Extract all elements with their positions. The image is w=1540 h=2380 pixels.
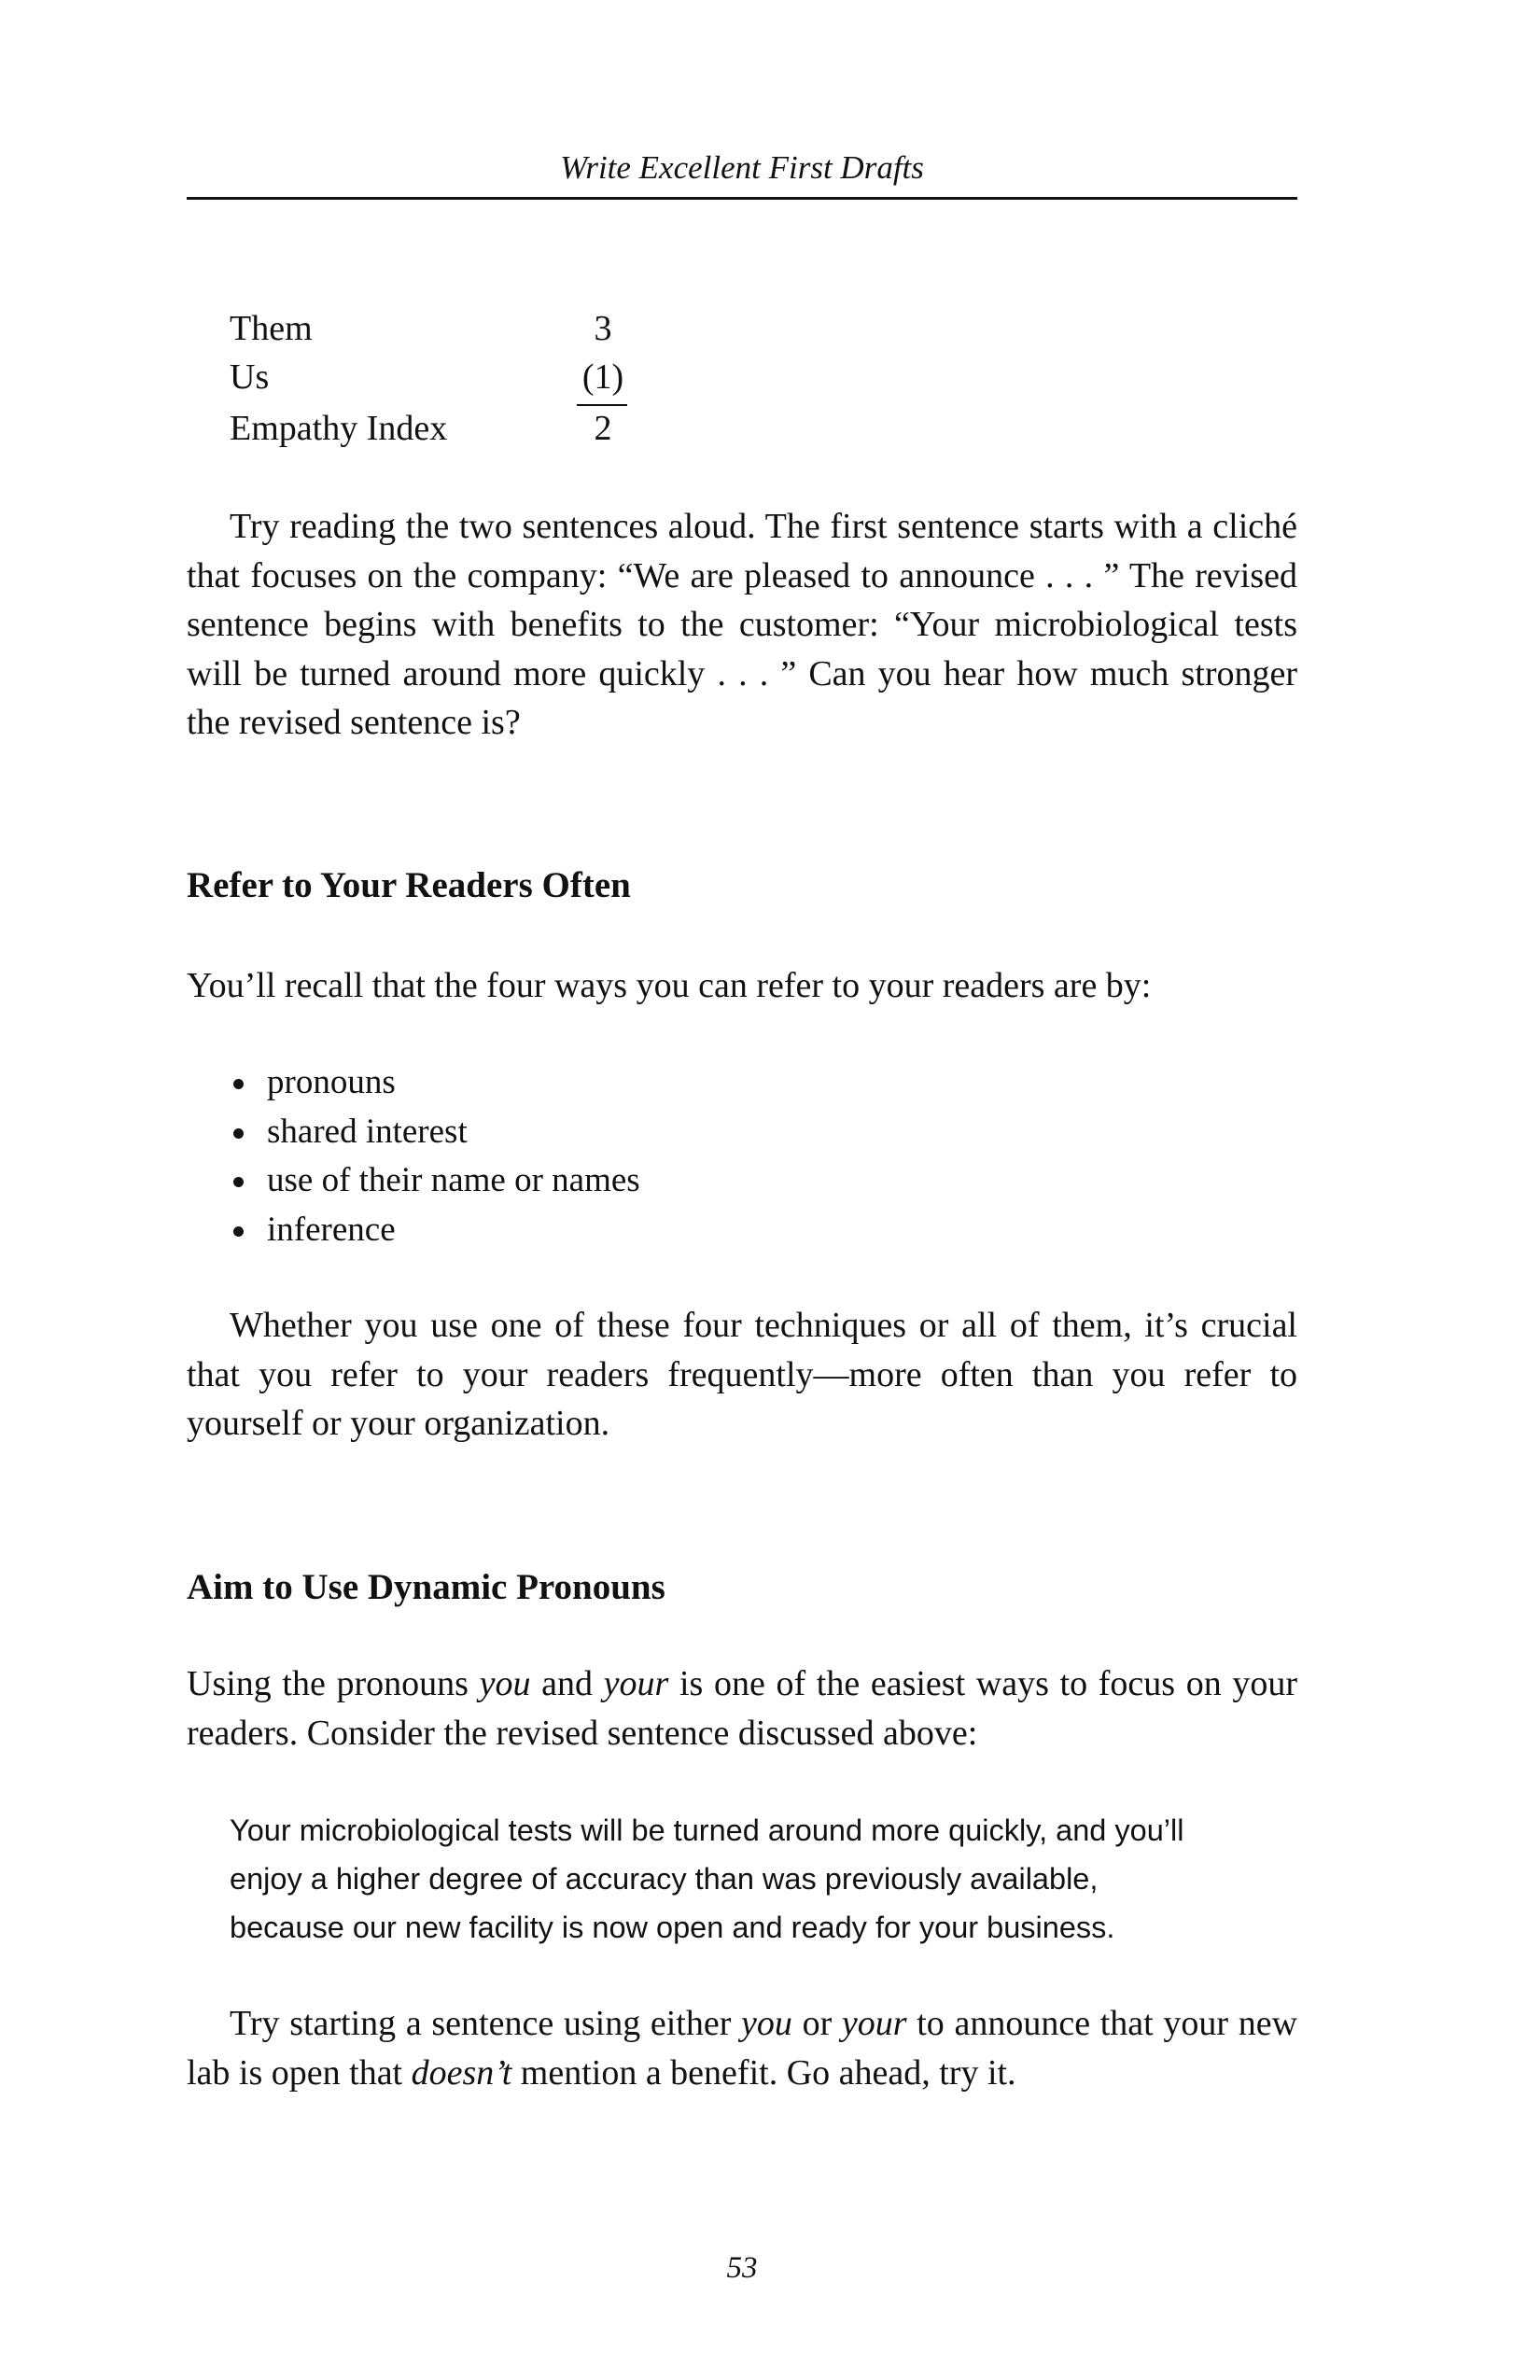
body-paragraph-1: Try reading the two sentences aloud. The first sentence starts with a cliché that focuses on the company: “We are pleased to announce . . . ” The revised sentence begins with benefits to the customer: “Your microbiological tests will be turned around more quickly . . . ” Can you hear how much stronger the revised sentence is?: [187, 507, 1297, 742]
header-rule: [187, 197, 1297, 200]
section2-intro: Using the pronouns you and your is one of the easiest ways to focus on your readers. Consider the revised sentence discussed above:: [187, 1664, 1297, 1753]
technique-list: [230, 1058, 640, 1254]
list-item: pronouns: [230, 1058, 640, 1108]
score-label-us: Us: [230, 357, 270, 397]
section1-intro: You’ll recall that the four ways you can refer to your readers are by:: [187, 966, 1152, 1005]
body-paragraph-2: Whether you use one of these four techniques or all of them, it’s crucial that you refer to your readers frequently—more often than you refer to yourself or your organization.: [187, 1306, 1297, 1443]
list-item: use of their name or names: [230, 1156, 640, 1206]
score-value-us: (1): [581, 357, 624, 397]
score-value-index: 2: [594, 409, 612, 448]
score-label-them: Them: [230, 309, 313, 348]
score-value-them: 3: [594, 309, 612, 348]
list-item: shared interest: [230, 1108, 640, 1157]
running-head: Write Excellent First Drafts: [560, 149, 924, 186]
list-item: inference: [230, 1206, 640, 1255]
score-label-index: Empathy Index: [230, 409, 448, 448]
section-heading-pronouns: Aim to Use Dynamic Pronouns: [187, 1567, 665, 1607]
example-sentence: Your microbiological tests will be turned around more quickly, and you’ll enjoy a higher degree of accuracy than was previously available, because our new facility is now open and ready for your business.: [230, 1813, 1184, 1944]
page-number: 53: [726, 2251, 758, 2285]
section-heading-refer: Refer to Your Readers Often: [187, 865, 631, 905]
body-paragraph-3: Try starting a sentence using either you or your to announce that your new lab is open that doesn’t mention a benefit. Go ahead, try it.: [187, 2004, 1298, 2093]
